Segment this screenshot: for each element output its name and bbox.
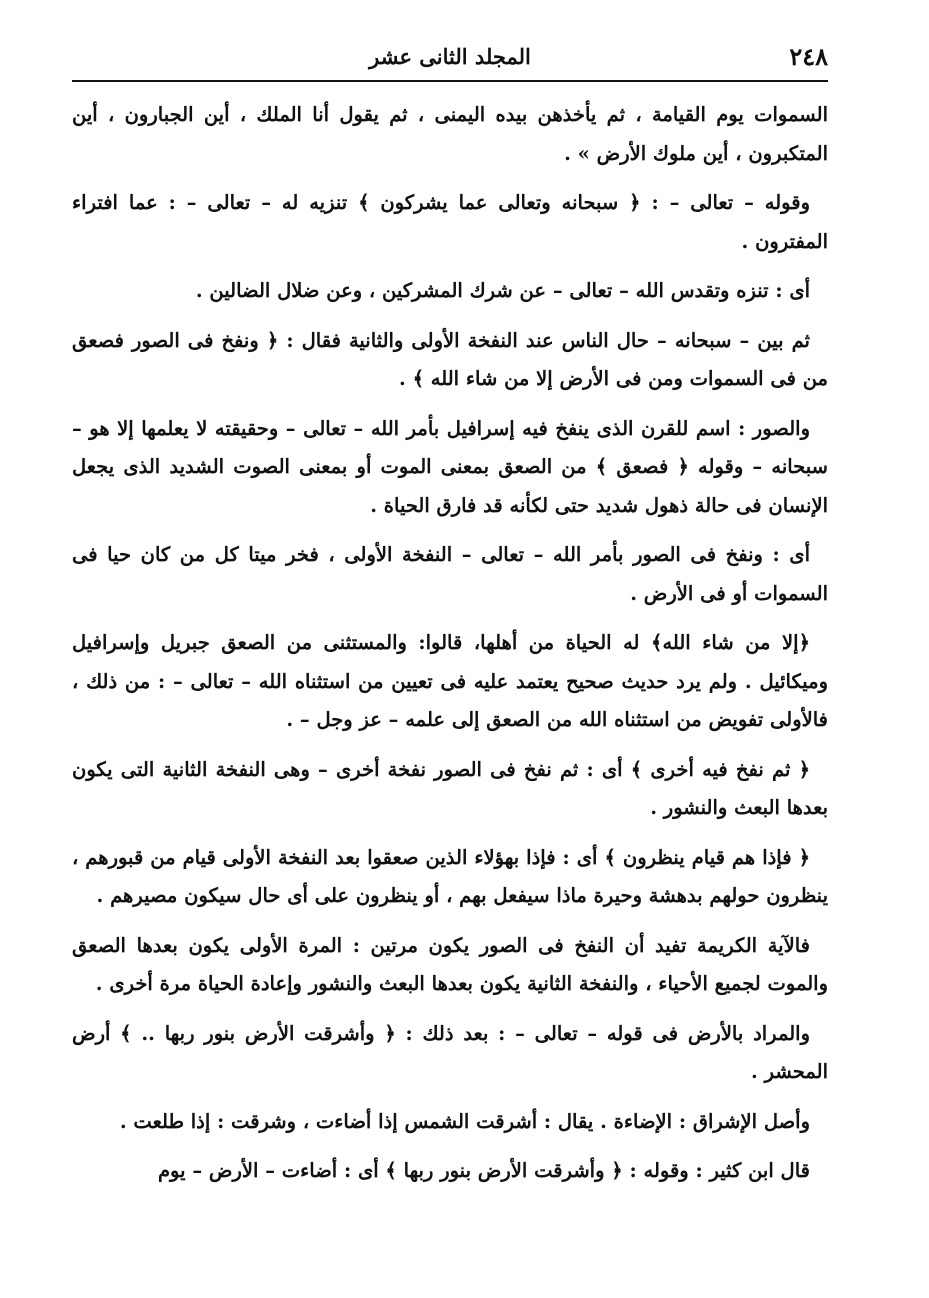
volume-title: المجلد الثانى عشر xyxy=(369,44,531,69)
paragraph: أى : تنزه وتقدس الله – تعالى – عن شرك المشركين ، وعن ضلال الضالين . xyxy=(195,279,810,302)
body-text xyxy=(72,96,828,1191)
paragraph: والصور : اسم للقرن الذى ينفخ فيه إسرافيل بأمر الله – تعالى – وحقيقته لا يعلمها إلا هو – سبحانه – وقوله ﴿ فصعق ﴾ من الصعق بمعنى الموت أو بمعنى الصوت الشديد الذى يجعل الإنسان فى حالة ذهول شديد حتى لكأنه قد فارق الحياة . xyxy=(72,416,828,517)
paragraph: فالآية الكريمة تفيد أن النفخ فى الصور يكون مرتين : المرة الأولى يكون بعدها الصعق والموت لجميع الأحياء ، والنفخة الثانية يكون بعدها البعث والنشور وإعادة الحياة مرة أخرى . xyxy=(72,933,828,995)
paragraph: وأصل الإشراق : الإضاءة . يقال : أشرقت الشمس إذا أضاءت ، وشرقت : إذا طلعت . xyxy=(119,1109,810,1133)
page-number: ٢٤٨ xyxy=(789,42,828,71)
paragraph: قال ابن كثير : وقوله : ﴿ وأشرقت الأرض بنور ربها ﴾ أى : أضاءت – الأرض – يوم xyxy=(157,1159,810,1182)
paragraph: ﴿إلا من شاء الله﴾ له الحياة من أهلها، قالوا: والمستثنى من الصعق جبريل وإسرافيل وميكائيل . ولم يرد حديث صحيح يعتمد عليه فى تعيين من استثناه الله – تعالى – : من ذلك ، فالأولى تفويض من استثناه الله من الصعق إلى علمه – عز وجل – . xyxy=(72,631,828,731)
paragraph: وقوله – تعالى – : ﴿ سبحانه وتعالى عما يشركون ﴾ تنزيه له – تعالى – : عما افتراء المفترون . xyxy=(72,191,828,253)
paragraph: ثم بين – سبحانه – حال الناس عند النفخة الأولى والثانية فقال : ﴿ ونفخ فى الصور فصعق من فى السموات ومن فى الأرض إلا من شاء الله ﴾ . xyxy=(72,328,828,390)
paragraph: والمراد بالأرض فى قوله – تعالى – : بعد ذلك : ﴿ وأشرقت الأرض بنور ربها .. ﴾ أرض المحشر . xyxy=(72,1021,828,1083)
page-header xyxy=(72,38,828,82)
paragraph: أى : ونفخ فى الصور بأمر الله – تعالى – النفخة الأولى ، فخر ميتا كل من كان حيا فى السموات أو فى الأرض . xyxy=(72,543,828,605)
paragraph: السموات يوم القيامة ، ثم يأخذهن بيده اليمنى ، ثم يقول أنا الملك ، أين الجبارون ، أين المتكبرون ، أين ملوك الأرض » . xyxy=(72,103,828,165)
paragraph: ﴿ فإذا هم قيام ينظرون ﴾ أى : فإذا بهؤلاء الذين صعقوا بعد النفخة الأولى قيام من قبورهم ، ينظرون حولهم بدهشة وحيرة ماذا سيفعل بهم ، أو ينظرون على أى حال سيكون مصيرهم . xyxy=(72,845,828,907)
book-page xyxy=(72,38,828,1202)
paragraph: ﴿ ثم نفخ فيه أخرى ﴾ أى : ثم نفخ فى الصور نفخة أخرى – وهى النفخة الثانية التى يكون بعدها البعث والنشور . xyxy=(72,757,828,819)
